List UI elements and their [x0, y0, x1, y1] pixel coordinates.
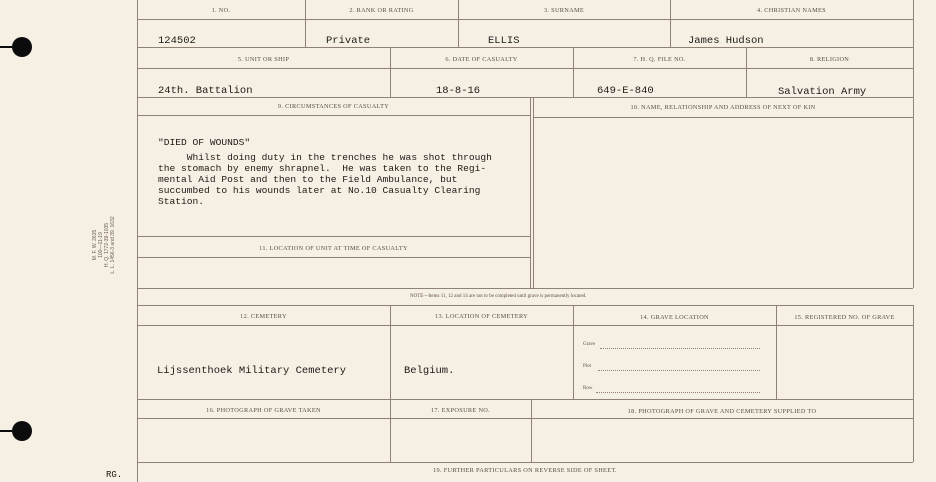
corner-mark: RG.	[106, 470, 123, 480]
rule	[137, 47, 913, 48]
header-next-of-kin: 10. NAME, RELATIONSHIP AND ADDRESS OF NEXT OF KIN	[630, 104, 816, 111]
value-christian-names: James Hudson	[688, 35, 764, 47]
header-further-particulars: 19. FURTHER PARTICULARS ON REVERSE SIDE OF SHEET.	[433, 467, 617, 474]
form-code-text: M. F. W. 2635 100—11-19 H. Q. 1772-39-1035 L. L. 1456-3 and 39. 1632	[92, 216, 116, 274]
rule	[530, 97, 531, 288]
row-label: Row	[583, 386, 593, 391]
header-surname: 3. SURNAME	[543, 7, 585, 14]
rule	[137, 462, 913, 463]
rule	[137, 19, 913, 20]
binder-hole-top	[12, 37, 32, 57]
binder-hole-top-stub	[0, 46, 14, 48]
rule	[913, 97, 914, 288]
value-date-casualty: 18-8-16	[436, 85, 481, 97]
circumstances-text: Whilst doing duty in the trenches he was shot through the stomach by enemy shrapnel. He was taken to the Regi- mental Aid Post and then to the Field Ambulance, but succumbed to his wounds later at No.10 Casualty Clearing Station.	[158, 152, 492, 207]
value-no: 124502	[158, 35, 196, 47]
rule	[913, 305, 914, 399]
rule	[533, 117, 913, 118]
header-date-casualty: 6. DATE OF CASUALTY	[445, 56, 518, 63]
rule	[137, 68, 913, 69]
header-unit: 5. UNIT OR SHIP	[237, 56, 290, 63]
note-text: NOTE—Items 11, 12 and 14 are not to be completed until grave is permanently located.	[410, 294, 587, 299]
value-religion: Salvation Army	[778, 86, 867, 98]
rule	[746, 47, 747, 97]
rule	[137, 236, 530, 237]
plot-label: Plot	[583, 364, 592, 369]
header-photo-supplied: 18. PHOTOGRAPH OF GRAVE AND CEMETERY SUPPLIED TO	[627, 408, 817, 415]
plot-line	[598, 370, 760, 371]
grave-label: Grave	[583, 342, 596, 347]
rule	[913, 0, 914, 47]
header-location-unit: 11. LOCATION OF UNIT AT TIME OF CASUALTY	[259, 245, 408, 252]
binder-hole-bottom-stub	[0, 430, 14, 432]
value-hq-file: 649-E-840	[597, 85, 654, 97]
rule	[137, 288, 913, 289]
row-line	[596, 392, 760, 393]
header-grave-location: 14. GRAVE LOCATION	[640, 314, 709, 321]
header-cemetery: 12. CEMETERY	[240, 313, 287, 320]
rule	[913, 399, 914, 462]
rule	[913, 47, 914, 97]
rule	[137, 305, 913, 306]
value-location-cemetery: Belgium.	[404, 365, 455, 377]
rule	[137, 115, 530, 116]
header-religion: 8. RELIGION	[809, 56, 850, 63]
circumstances-title: "DIED OF WOUNDS"	[158, 137, 251, 148]
rule	[533, 97, 534, 288]
header-christian-names: 4. CHRISTIAN NAMES	[757, 7, 826, 14]
rule	[573, 47, 574, 97]
header-rank: 2. RANK OR RATING	[349, 7, 414, 14]
value-unit: 24th. Battalion	[158, 85, 253, 97]
header-location-cemetery: 13. LOCATION OF CEMETERY	[435, 313, 528, 320]
header-circumstances: 9. CIRCUMSTANCES OF CASUALTY	[277, 103, 390, 110]
rule	[137, 418, 913, 419]
rule	[137, 257, 530, 258]
rule	[137, 399, 913, 400]
header-exposure: 17. EXPOSURE NO.	[430, 407, 491, 414]
value-surname: ELLIS	[488, 35, 520, 47]
form-code-side-text	[92, 215, 152, 275]
header-photo-grave: 16. PHOTOGRAPH OF GRAVE TAKEN	[206, 407, 321, 414]
rule	[137, 325, 913, 326]
header-registered-no: 15. REGISTERED NO. OF GRAVE	[794, 314, 895, 321]
header-hq-file: 7. H. Q. FILE NO.	[633, 56, 686, 63]
value-cemetery: Lijssenthoek Military Cemetery	[157, 365, 347, 377]
rule	[390, 47, 391, 97]
binder-hole-bottom	[12, 421, 32, 441]
header-no: 1. NO.	[211, 7, 231, 14]
grave-line	[600, 348, 760, 349]
value-rank: Private	[326, 35, 371, 47]
